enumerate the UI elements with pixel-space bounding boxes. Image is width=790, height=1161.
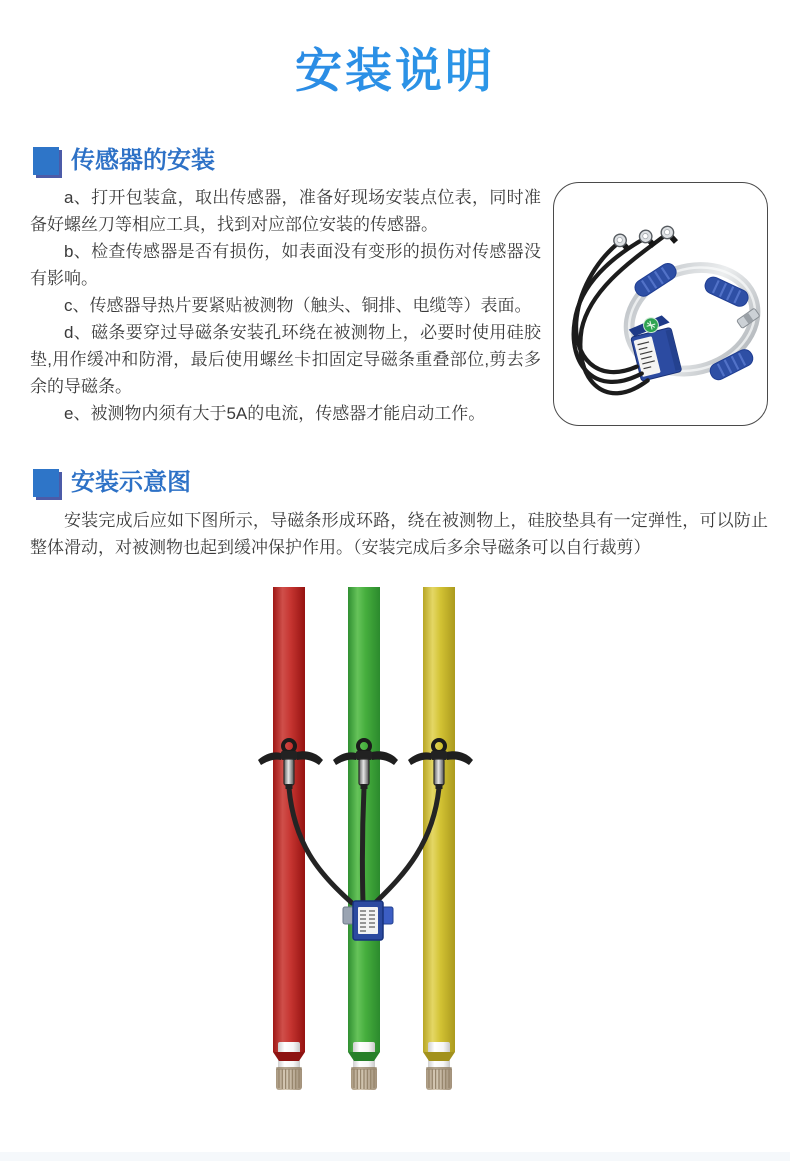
- instruction-item-a: a、打开包装盒，取出传感器，准备好现场安装点位表，同时准备好螺丝刀等相应工具，找到对应部位安装的传感器。: [30, 188, 541, 234]
- instruction-item-b: b、检查传感器是否有损伤，如表面没有变形的损伤对传感器没有影响。: [30, 242, 541, 288]
- section-heading-sensor-install: 传感器的安装: [71, 147, 215, 174]
- instruction-item-c: c、传感器导热片要紧贴被测物（触头、铜排、电缆等）表面。: [64, 296, 532, 315]
- diagram-description: 安装完成后应如下图所示，导磁条形成环路，绕在被测物上，硅胶垫具有一定弹性，可以防止整体滑动，对被测物也起到缓冲保护作用。（安装完成后多余导磁条可以自行裁剪）: [30, 511, 768, 557]
- sensor-wires: [289, 788, 439, 903]
- section-marker-icon: [33, 147, 59, 175]
- section-marker-icon: [33, 469, 59, 497]
- section-header-diagram: [33, 468, 790, 498]
- section-header-sensor-install: [33, 146, 790, 176]
- installation-diagram: [0, 575, 790, 1123]
- instruction-item-d: d、磁条要穿过导磁条安装孔环绕在被测物上，必要时使用硅胶垫,用作缓冲和防滑，最后使用螺丝卡扣固定导磁条重叠部位,剪去多余的导磁条。: [30, 323, 541, 396]
- footer-strip: [0, 1152, 790, 1161]
- sensor-strap-photo: [554, 183, 766, 424]
- instruction-item-e: e、被测物内须有大于5A的电流，传感器才能启动工作。: [64, 404, 486, 423]
- section-sensor-install-body: [30, 184, 768, 432]
- sensor-photo-frame: [553, 182, 768, 426]
- page-title: 安装说明: [0, 34, 790, 101]
- section-heading-diagram: 安装示意图: [71, 469, 191, 496]
